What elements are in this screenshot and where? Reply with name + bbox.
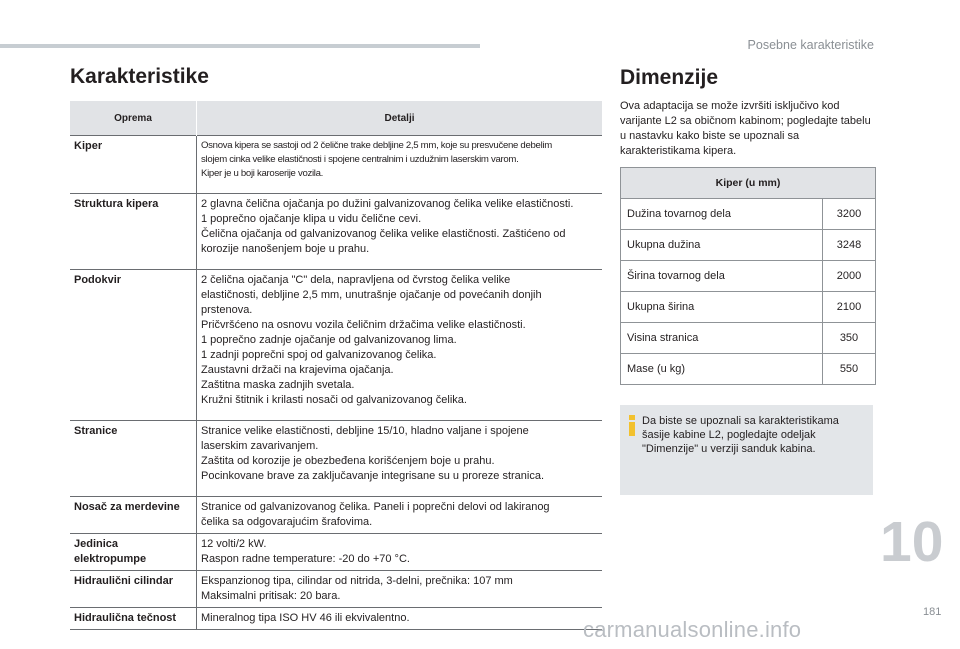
detail-line: Kružni štitnik i krilasti nosači od galvanizovanog čelika. — [201, 394, 467, 406]
detail-line: 2 čelična ojačanja "C" dela, napravljena od čvrstog čelika velike — [201, 274, 511, 286]
detail-line: prstenova. — [201, 304, 253, 316]
dimension-value: 3200 — [823, 199, 876, 230]
row-label: Hidraulični cilindar — [70, 571, 197, 608]
dimensions-header: Kiper (u mm) — [621, 168, 876, 199]
dimension-label: Dužina tovarnog dela — [621, 199, 823, 230]
row-label: Jedinica elektropumpe — [70, 534, 197, 571]
dimension-label: Ukupna dužina — [621, 230, 823, 261]
row-details — [197, 194, 603, 270]
info-icon — [628, 415, 636, 436]
detail-line: Maksimalni pritisak: 20 bara. — [201, 590, 341, 602]
table-header-row — [70, 101, 602, 136]
row-label: Nosač za merdevine — [70, 497, 197, 534]
row-label: Hidraulična tečnost — [70, 608, 197, 630]
table-row — [621, 354, 876, 385]
row-details — [197, 608, 603, 630]
row-label: Stranice — [70, 421, 197, 497]
detail-line: Zaustavni držači na krajevima ojačanja. — [201, 364, 394, 376]
dimensions-table — [620, 167, 876, 385]
table-row — [70, 270, 602, 421]
detail-line: Ekspanzionog tipa, cilindar od nitrida, 3-delni, prečnika: 107 mm — [201, 575, 513, 587]
row-details — [197, 534, 603, 571]
detail-line: Zaštitna maska zadnjih svetala. — [201, 379, 355, 391]
dimension-value: 2100 — [823, 292, 876, 323]
chapter-number: 10 — [880, 510, 944, 574]
detail-line: 12 volti/2 kW. — [201, 538, 267, 550]
dimension-label: Visina stranica — [621, 323, 823, 354]
table-row — [621, 323, 876, 354]
detail-line: elastičnosti, debljine 2,5 mm, unutrašnje ojačanje od povećanih donjih — [201, 289, 542, 301]
row-details — [197, 270, 603, 421]
watermark: carmanualsonline.info — [583, 617, 802, 642]
row-details — [197, 421, 603, 497]
info-text: Da biste se upoznali sa karakteristikama šasije kabine L2, pogledajte odeljak "Dimenzije" u verziji sanduk kabina. — [642, 415, 839, 455]
dimension-label: Širina tovarnog dela — [621, 261, 823, 292]
detail-line: 1 poprečno zadnje ojačanje od galvanizovanog lima. — [201, 334, 457, 346]
detail-line: Čelična ojačanja od galvanizovanog čelika velike elastičnosti. Zaštićeno od — [201, 228, 566, 240]
detail-line: Pocinkovane brave za zaključavanje integrisane su u proreze stranica. — [201, 470, 545, 482]
dimensions-intro: Ova adaptacija se može izvršiti isključivo kod varijante L2 sa običnom kabinom; pogledajte tabelu u nastavku kako biste se upoznali sa karakteristikama kipera. — [620, 100, 871, 157]
detail-line: Stranice od galvanizovanog čelika. Paneli i poprečni delovi od lakiranog — [201, 501, 550, 513]
dimension-value: 350 — [823, 323, 876, 354]
page-title: Karakteristike — [70, 65, 209, 88]
dimension-value: 2000 — [823, 261, 876, 292]
row-details — [197, 136, 603, 194]
table-row — [70, 497, 602, 534]
detail-line: 1 zadnji poprečni spoj od galvanizovanog čelika. — [201, 349, 437, 361]
detail-line: Mineralnog tipa ISO HV 46 ili ekvivalentno. — [201, 612, 410, 624]
dimension-value: 3248 — [823, 230, 876, 261]
row-label: Podokvir — [70, 270, 197, 421]
page-number: 181 — [923, 606, 942, 618]
detail-line: laserskim zavarivanjem. — [201, 440, 319, 452]
row-label: Struktura kipera — [70, 194, 197, 270]
detail-line: slojem cinka velike elastičnosti i spojene centralnim i uzdužnim laserskim varom. — [201, 154, 519, 165]
row-details — [197, 497, 603, 534]
detail-line: 2 glavna čelična ojačanja po dužini galvanizovanog čelika velike elastičnosti. — [201, 198, 574, 210]
detail-line: 1 poprečno ojačanje klipa u vidu čelične cevi. — [201, 213, 422, 225]
column-header-details: Detalji — [197, 101, 603, 136]
detail-line: korozije nanošenjem boje u prahu. — [201, 243, 370, 255]
table-row — [70, 194, 602, 270]
table-row — [70, 421, 602, 497]
dimension-label: Mase (u kg) — [621, 354, 823, 385]
table-row — [621, 230, 876, 261]
info-note — [620, 405, 873, 495]
table-row — [70, 534, 602, 571]
row-label: Kiper — [70, 136, 197, 194]
specifications-table — [70, 101, 602, 630]
table-header-row — [621, 168, 876, 199]
dimension-value: 550 — [823, 354, 876, 385]
column-header-equipment: Oprema — [70, 101, 197, 136]
detail-line: Pričvršćeno na osnovu vozila čeličnim držačima velike elastičnosti. — [201, 319, 526, 331]
detail-line: Zaštita od korozije je obezbeđena korišćenjem boje u prahu. — [201, 455, 495, 467]
section-title: Posebne karakteristike — [747, 38, 874, 52]
table-row — [70, 571, 602, 608]
table-row — [621, 261, 876, 292]
detail-line: čelika sa odgovarajućim šrafovima. — [201, 516, 373, 528]
dimension-label: Ukupna širina — [621, 292, 823, 323]
row-details — [197, 571, 603, 608]
table-row — [621, 292, 876, 323]
detail-line: Kiper je u boji karoserije vozila. — [201, 168, 324, 179]
detail-line: Osnova kipera se sastoji od 2 čelične trake debljine 2,5 mm, koje su presvučene debelim — [201, 140, 552, 151]
table-row — [621, 199, 876, 230]
detail-line: Raspon radne temperature: -20 do +70 °C. — [201, 553, 410, 565]
detail-line: Stranice velike elastičnosti, debljine 15/10, hladno valjane i spojene — [201, 425, 529, 437]
table-row — [70, 608, 602, 630]
header-rule — [0, 44, 480, 48]
dimensions-title: Dimenzije — [620, 66, 719, 89]
table-row — [70, 136, 602, 194]
